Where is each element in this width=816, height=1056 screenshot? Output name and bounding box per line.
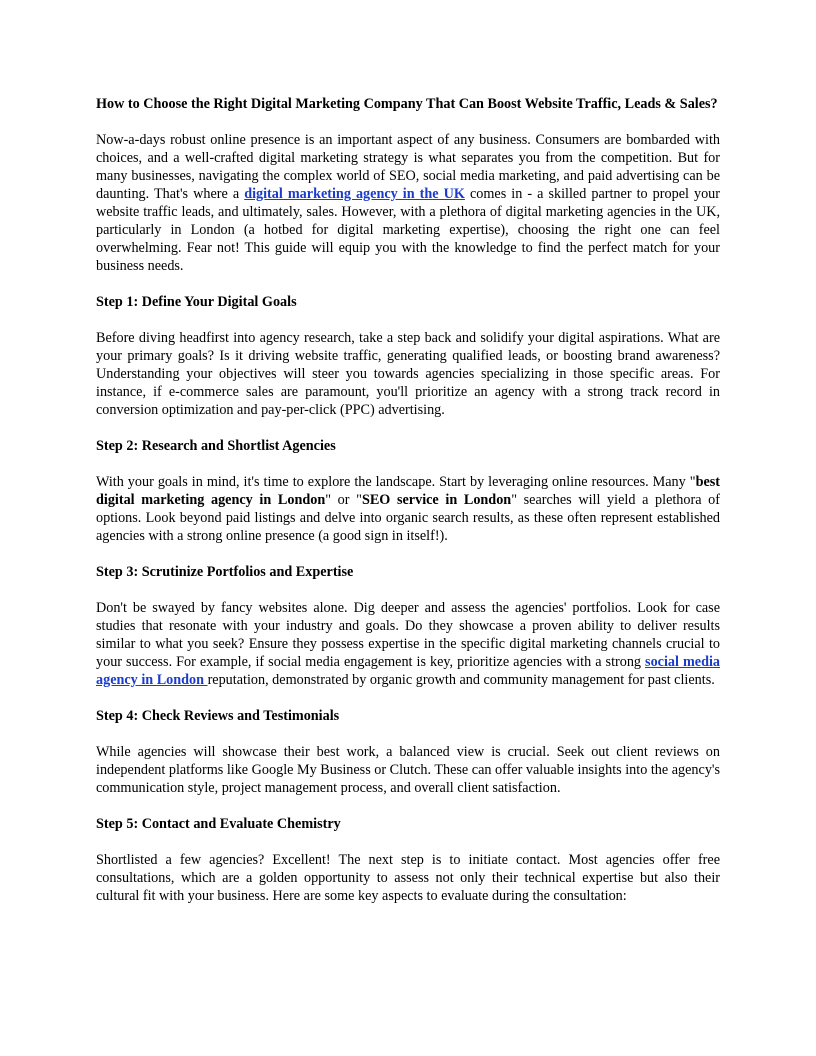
step4-heading: Step 4: Check Reviews and Testimonials — [96, 708, 340, 724]
step2-text-2: " or " — [325, 492, 362, 508]
step5-paragraph: Shortlisted a few agencies? Excellent! The next step is to initiate contact. Most agencies offer free consultations, which are a golden opportunity to assess not only their technical expertise but also their cultural fit with your business. Here are some key aspects to evaluate during the consultation: — [96, 852, 720, 904]
step1-heading: Step 1: Define Your Digital Goals — [96, 294, 297, 310]
social-media-agency-london-link[interactable]: social media agency in London — [96, 654, 720, 688]
intro-text-1: Now-a-days robust online presence is an important aspect of any business. Consumers are bombarded with choices, and a well-crafted digital marketing strategy is what separates you from the competition. But for many businesses, navigating the complex world of SEO, social media marketing, and paid advertising can be daunting. That's where a — [96, 132, 720, 202]
step4-paragraph: While agencies will showcase their best work, a balanced view is crucial. Seek out client reviews on independent platforms like Google My Business or Clutch. These can offer valuable insights into the agency's communication style, project management process, and overall client satisfaction. — [96, 744, 720, 796]
step3-paragraph — [96, 599, 720, 689]
step2-text-1: With your goals in mind, it's time to explore the landscape. Start by leveraging online resources. Many " — [96, 474, 696, 490]
step2-bold-term-1: best digital marketing agency in London — [96, 474, 720, 508]
document-page — [96, 95, 720, 923]
step3-text-2: reputation, demonstrated by organic growth and community management for past clients. — [207, 672, 715, 688]
digital-marketing-agency-uk-link[interactable]: digital marketing agency in the UK — [244, 186, 465, 202]
document-title: How to Choose the Right Digital Marketing Company That Can Boost Website Traffic, Leads & Sales? — [96, 96, 718, 112]
step3-heading: Step 3: Scrutinize Portfolios and Expertise — [96, 564, 354, 580]
step2-bold-term-2: SEO service in London — [361, 492, 512, 508]
step2-paragraph — [96, 473, 720, 545]
intro-text-2: comes in - a skilled partner to propel your website traffic leads, and ultimately, sales. However, with a plethora of digital marketing agencies in the UK, particularly in London (a hotbed for digital marketing expertise), choosing the right one can feel overwhelming. Fear not! This guide will equip you with the knowledge to find the perfect match for your business needs. — [96, 186, 720, 274]
step5-heading: Step 5: Contact and Evaluate Chemistry — [96, 816, 341, 832]
step2-heading: Step 2: Research and Shortlist Agencies — [96, 438, 336, 454]
step1-paragraph: Before diving headfirst into agency research, take a step back and solidify your digital aspirations. What are your primary goals? Is it driving website traffic, generating qualified leads, or boosting brand awareness? Understanding your objectives will steer you towards agencies specializing in those specific areas. For instance, if e-commerce sales are paramount, you'll prioritize an agency with a strong track record in conversion optimization and pay-per-click (PPC) advertising. — [96, 330, 720, 418]
step2-text-3: " searches will yield a plethora of options. Look beyond paid listings and delve into organic search results, as these often represent established agencies with a strong online presence (a good sign in itself!). — [96, 492, 720, 544]
step3-text-1: Don't be swayed by fancy websites alone. Dig deeper and assess the agencies' portfolios. Look for case studies that resonate with your industry and goals. Do they showcase a proven ability to deliver results similar to what you seek? Ensure they possess expertise in the specific digital marketing channels crucial to your success. For example, if social media engagement is key, prioritize agencies with a strong — [96, 600, 720, 670]
intro-paragraph — [96, 131, 720, 275]
